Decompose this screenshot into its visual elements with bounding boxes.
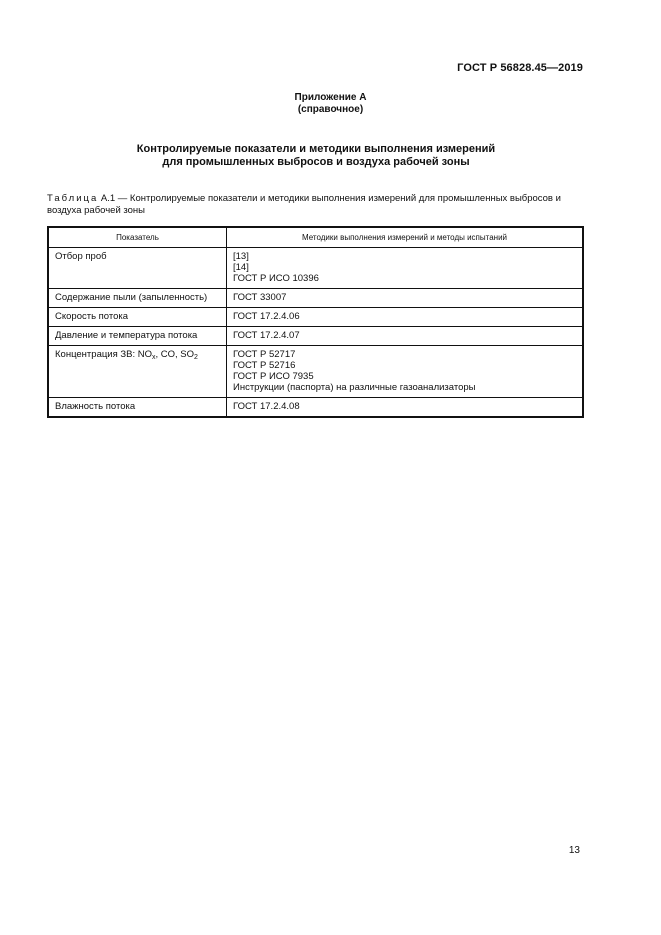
header-methods: Методики выполнения измерений и методы испытаний (227, 227, 584, 248)
indicator-cell (48, 346, 227, 398)
section-title (0, 143, 632, 169)
section-title-line-1: Контролируемые показатели и методики выполнения измерений (136, 143, 496, 155)
table-row (48, 248, 583, 289)
table-caption (47, 193, 587, 217)
appendix-subtitle: (справочное) (297, 104, 364, 115)
table-row (48, 346, 583, 398)
indicator-mid: , CO, SO (155, 349, 195, 360)
subscript-x: x (151, 354, 156, 361)
indicator-cell: Содержание пыли (запыленность) (48, 289, 227, 308)
method-item: ГОСТ Р ИСО 10396 (233, 273, 319, 284)
subscript-2: 2 (194, 354, 198, 361)
indicator-cell: Давление и температура потока (48, 327, 227, 346)
indicator-cell: Отбор проб (48, 248, 227, 289)
table-row (48, 289, 583, 308)
header-indicator: Показатель (48, 227, 227, 248)
method-item: ГОСТ Р ИСО 7935 (233, 371, 314, 382)
page-number: 13 (568, 845, 580, 856)
document-code: ГОСТ Р 56828.45—2019 (457, 62, 583, 74)
method-item: ГОСТ 17.2.4.07 (233, 330, 300, 341)
section-title-line-2: для промышленных выбросов и воздуха рабочей зоны (162, 156, 470, 168)
indicator-cell: Влажность потока (48, 398, 227, 418)
method-item: Инструкции (паспорта) на различные газоанализаторы (233, 382, 476, 393)
methods-cell (227, 346, 584, 398)
methods-cell (227, 248, 584, 289)
table-header-row (48, 227, 583, 248)
table-row (48, 398, 583, 418)
methods-cell (227, 289, 584, 308)
method-item: [13] (233, 251, 249, 262)
method-item: ГОСТ Р 52717 (233, 349, 296, 360)
methods-cell (227, 308, 584, 327)
method-item: ГОСТ 17.2.4.06 (233, 311, 300, 322)
method-item: ГОСТ Р 52716 (233, 360, 296, 371)
methods-cell (227, 398, 584, 418)
table-caption-label: Таблица (47, 193, 99, 204)
indicators-table (47, 226, 584, 418)
appendix-title: Приложение А (294, 92, 367, 103)
appendix-heading (0, 92, 661, 116)
method-item: ГОСТ 17.2.4.08 (233, 401, 300, 412)
methods-cell (227, 327, 584, 346)
table-row (48, 327, 583, 346)
table-caption-number: А.1 (98, 193, 116, 204)
indicator-prefix: Концентрация ЗВ: NO (55, 349, 152, 360)
method-item: ГОСТ 33007 (233, 292, 287, 303)
method-item: [14] (233, 262, 249, 273)
table-caption-text: — Контролируемые показатели и методики выполнения измерений для промышленных выбросов и воздуха рабочей зоны (47, 193, 561, 216)
indicator-cell: Скорость потока (48, 308, 227, 327)
table-row (48, 308, 583, 327)
